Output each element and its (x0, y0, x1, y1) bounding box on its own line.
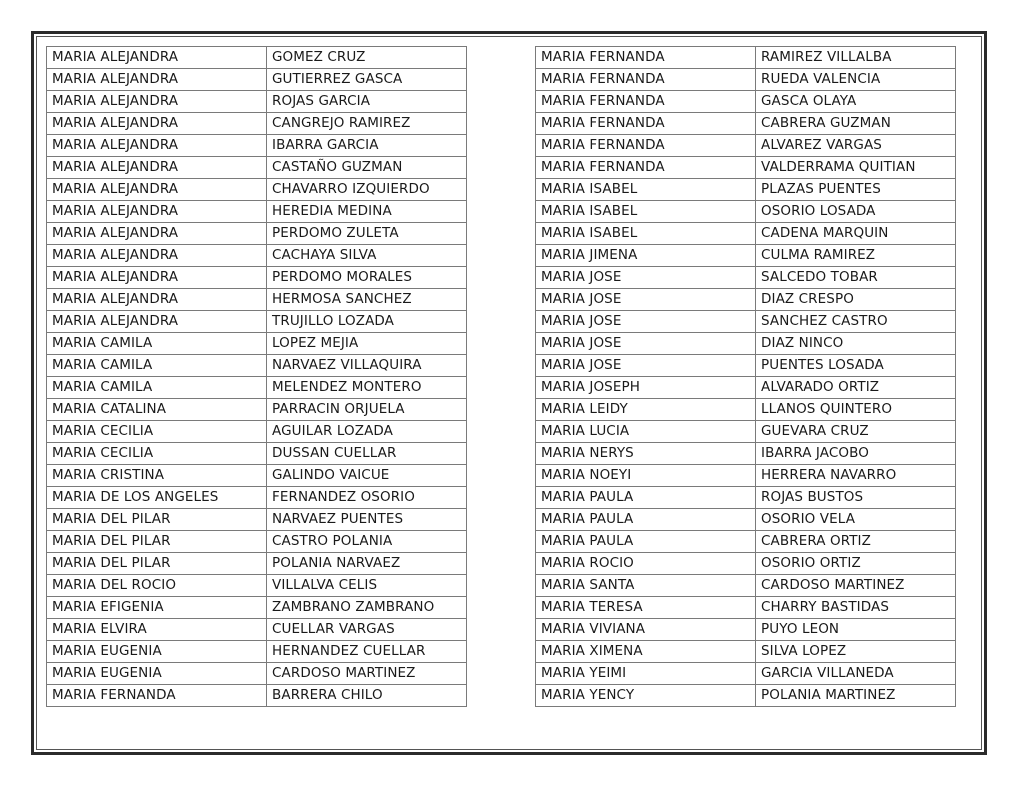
last-name-cell: CHAVARRO IZQUIERDO (267, 179, 467, 201)
first-name-cell: MARIA DEL PILAR (47, 509, 267, 531)
first-name-cell: MARIA JOSEPH (536, 377, 756, 399)
first-name-cell: MARIA CRISTINA (47, 465, 267, 487)
table-row (47, 597, 467, 619)
last-name-cell: PUYO LEON (756, 619, 956, 641)
first-name-cell: MARIA JOSE (536, 311, 756, 333)
last-name-cell: GALINDO VAICUE (267, 465, 467, 487)
last-name-cell: SALCEDO TOBAR (756, 267, 956, 289)
last-name-cell: PLAZAS PUENTES (756, 179, 956, 201)
left-name-table (46, 46, 467, 707)
first-name-cell: MARIA JOSE (536, 355, 756, 377)
first-name-cell: MARIA ALEJANDRA (47, 223, 267, 245)
first-name-cell: MARIA XIMENA (536, 641, 756, 663)
table-row (536, 663, 956, 685)
first-name-cell: MARIA ALEJANDRA (47, 201, 267, 223)
table-row (536, 267, 956, 289)
last-name-cell: CULMA RAMIREZ (756, 245, 956, 267)
last-name-cell: ZAMBRANO ZAMBRANO (267, 597, 467, 619)
first-name-cell: MARIA JIMENA (536, 245, 756, 267)
last-name-cell: PERDOMO ZULETA (267, 223, 467, 245)
table-row (47, 399, 467, 421)
last-name-cell: RAMIREZ VILLALBA (756, 47, 956, 69)
table-row (536, 157, 956, 179)
first-name-cell: MARIA LUCIA (536, 421, 756, 443)
right-name-table (535, 46, 956, 707)
last-name-cell: AGUILAR LOZADA (267, 421, 467, 443)
last-name-cell: CASTAÑO GUZMAN (267, 157, 467, 179)
first-name-cell: MARIA ALEJANDRA (47, 113, 267, 135)
last-name-cell: CUELLAR VARGAS (267, 619, 467, 641)
table-row (47, 377, 467, 399)
first-name-cell: MARIA ELVIRA (47, 619, 267, 641)
last-name-cell: POLANIA NARVAEZ (267, 553, 467, 575)
first-name-cell: MARIA YENCY (536, 685, 756, 707)
table-row (47, 553, 467, 575)
first-name-cell: MARIA PAULA (536, 487, 756, 509)
table-row (47, 685, 467, 707)
last-name-cell: HERMOSA SANCHEZ (267, 289, 467, 311)
last-name-cell: DIAZ NINCO (756, 333, 956, 355)
table-row (536, 377, 956, 399)
first-name-cell: MARIA JOSE (536, 289, 756, 311)
last-name-cell: CABRERA ORTIZ (756, 531, 956, 553)
last-name-cell: VALDERRAMA QUITIAN (756, 157, 956, 179)
last-name-cell: CADENA MARQUIN (756, 223, 956, 245)
last-name-cell: CHARRY BASTIDAS (756, 597, 956, 619)
table-row (47, 663, 467, 685)
table-row (536, 201, 956, 223)
first-name-cell: MARIA VIVIANA (536, 619, 756, 641)
first-name-cell: MARIA ALEJANDRA (47, 289, 267, 311)
table-row (536, 223, 956, 245)
last-name-cell: CARDOSO MARTINEZ (756, 575, 956, 597)
table-row (536, 91, 956, 113)
first-name-cell: MARIA LEIDY (536, 399, 756, 421)
first-name-cell: MARIA ALEJANDRA (47, 157, 267, 179)
first-name-cell: MARIA FERNANDA (536, 113, 756, 135)
table-row (47, 619, 467, 641)
table-row (536, 685, 956, 707)
first-name-cell: MARIA ALEJANDRA (47, 179, 267, 201)
table-row (536, 355, 956, 377)
first-name-cell: MARIA SANTA (536, 575, 756, 597)
first-name-cell: MARIA EFIGENIA (47, 597, 267, 619)
first-name-cell: MARIA FERNANDA (47, 685, 267, 707)
left-name-table-body (47, 47, 467, 707)
table-row (47, 575, 467, 597)
last-name-cell: GUTIERREZ GASCA (267, 69, 467, 91)
last-name-cell: DUSSAN CUELLAR (267, 443, 467, 465)
first-name-cell: MARIA ROCIO (536, 553, 756, 575)
last-name-cell: PERDOMO MORALES (267, 267, 467, 289)
table-row (536, 69, 956, 91)
first-name-cell: MARIA FERNANDA (536, 135, 756, 157)
table-row (47, 289, 467, 311)
table-row (47, 641, 467, 663)
table-row (47, 509, 467, 531)
last-name-cell: VILLALVA CELIS (267, 575, 467, 597)
last-name-cell: OSORIO VELA (756, 509, 956, 531)
table-row (536, 509, 956, 531)
last-name-cell: SANCHEZ CASTRO (756, 311, 956, 333)
last-name-cell: HERRERA NAVARRO (756, 465, 956, 487)
table-row (47, 69, 467, 91)
last-name-cell: NARVAEZ VILLAQUIRA (267, 355, 467, 377)
table-row (47, 465, 467, 487)
last-name-cell: ROJAS BUSTOS (756, 487, 956, 509)
last-name-cell: IBARRA GARCIA (267, 135, 467, 157)
table-row (47, 179, 467, 201)
first-name-cell: MARIA EUGENIA (47, 663, 267, 685)
last-name-cell: TRUJILLO LOZADA (267, 311, 467, 333)
last-name-cell: ROJAS GARCIA (267, 91, 467, 113)
table-row (536, 135, 956, 157)
last-name-cell: PUENTES LOSADA (756, 355, 956, 377)
table-row (536, 443, 956, 465)
first-name-cell: MARIA CAMILA (47, 333, 267, 355)
last-name-cell: GOMEZ CRUZ (267, 47, 467, 69)
table-row (47, 443, 467, 465)
table-row (47, 311, 467, 333)
last-name-cell: NARVAEZ PUENTES (267, 509, 467, 531)
table-row (47, 135, 467, 157)
last-name-cell: HEREDIA MEDINA (267, 201, 467, 223)
last-name-cell: OSORIO ORTIZ (756, 553, 956, 575)
table-row (536, 531, 956, 553)
table-row (536, 113, 956, 135)
first-name-cell: MARIA DEL ROCIO (47, 575, 267, 597)
first-name-cell: MARIA DE LOS ANGELES (47, 487, 267, 509)
first-name-cell: MARIA ISABEL (536, 223, 756, 245)
last-name-cell: GASCA OLAYA (756, 91, 956, 113)
first-name-cell: MARIA CECILIA (47, 443, 267, 465)
table-row (47, 267, 467, 289)
last-name-cell: CARDOSO MARTINEZ (267, 663, 467, 685)
table-row (536, 333, 956, 355)
table-row (47, 355, 467, 377)
first-name-cell: MARIA ALEJANDRA (47, 311, 267, 333)
first-name-cell: MARIA YEIMI (536, 663, 756, 685)
table-row (536, 575, 956, 597)
last-name-cell: POLANIA MARTINEZ (756, 685, 956, 707)
last-name-cell: LOPEZ MEJIA (267, 333, 467, 355)
last-name-cell: OSORIO LOSADA (756, 201, 956, 223)
last-name-cell: FERNANDEZ OSORIO (267, 487, 467, 509)
first-name-cell: MARIA ALEJANDRA (47, 267, 267, 289)
first-name-cell: MARIA NOEYI (536, 465, 756, 487)
first-name-cell: MARIA FERNANDA (536, 47, 756, 69)
last-name-cell: PARRACIN ORJUELA (267, 399, 467, 421)
table-row (536, 47, 956, 69)
table-row (47, 201, 467, 223)
table-row (536, 311, 956, 333)
table-row (47, 157, 467, 179)
first-name-cell: MARIA ALEJANDRA (47, 245, 267, 267)
last-name-cell: ALVARADO ORTIZ (756, 377, 956, 399)
first-name-cell: MARIA ALEJANDRA (47, 69, 267, 91)
table-row (47, 47, 467, 69)
last-name-cell: IBARRA JACOBO (756, 443, 956, 465)
last-name-cell: RUEDA VALENCIA (756, 69, 956, 91)
table-row (47, 91, 467, 113)
table-row (536, 399, 956, 421)
last-name-cell: CANGREJO RAMIREZ (267, 113, 467, 135)
table-row (47, 333, 467, 355)
first-name-cell: MARIA DEL PILAR (47, 553, 267, 575)
table-row (536, 641, 956, 663)
last-name-cell: MELENDEZ MONTERO (267, 377, 467, 399)
table-row (47, 113, 467, 135)
table-row (536, 553, 956, 575)
first-name-cell: MARIA ALEJANDRA (47, 135, 267, 157)
table-row (536, 619, 956, 641)
first-name-cell: MARIA JOSE (536, 333, 756, 355)
table-row (536, 245, 956, 267)
last-name-cell: HERNANDEZ CUELLAR (267, 641, 467, 663)
first-name-cell: MARIA TERESA (536, 597, 756, 619)
first-name-cell: MARIA ALEJANDRA (47, 91, 267, 113)
table-row (47, 487, 467, 509)
last-name-cell: GARCIA VILLANEDA (756, 663, 956, 685)
last-name-cell: CACHAYA SILVA (267, 245, 467, 267)
first-name-cell: MARIA CAMILA (47, 377, 267, 399)
table-row (536, 487, 956, 509)
first-name-cell: MARIA CATALINA (47, 399, 267, 421)
table-row (47, 531, 467, 553)
last-name-cell: ALVAREZ VARGAS (756, 135, 956, 157)
first-name-cell: MARIA CAMILA (47, 355, 267, 377)
table-row (47, 223, 467, 245)
first-name-cell: MARIA ISABEL (536, 179, 756, 201)
last-name-cell: GUEVARA CRUZ (756, 421, 956, 443)
first-name-cell: MARIA ISABEL (536, 201, 756, 223)
table-row (536, 597, 956, 619)
first-name-cell: MARIA CECILIA (47, 421, 267, 443)
first-name-cell: MARIA PAULA (536, 531, 756, 553)
last-name-cell: CABRERA GUZMAN (756, 113, 956, 135)
first-name-cell: MARIA EUGENIA (47, 641, 267, 663)
table-row (536, 289, 956, 311)
first-name-cell: MARIA FERNANDA (536, 69, 756, 91)
table-row (47, 245, 467, 267)
first-name-cell: MARIA FERNANDA (536, 157, 756, 179)
first-name-cell: MARIA FERNANDA (536, 91, 756, 113)
last-name-cell: SILVA LOPEZ (756, 641, 956, 663)
first-name-cell: MARIA JOSE (536, 267, 756, 289)
right-name-table-body (536, 47, 956, 707)
first-name-cell: MARIA PAULA (536, 509, 756, 531)
first-name-cell: MARIA NERYS (536, 443, 756, 465)
table-row (536, 465, 956, 487)
last-name-cell: LLANOS QUINTERO (756, 399, 956, 421)
table-row (47, 421, 467, 443)
first-name-cell: MARIA DEL PILAR (47, 531, 267, 553)
table-row (536, 421, 956, 443)
last-name-cell: DIAZ CRESPO (756, 289, 956, 311)
table-row (536, 179, 956, 201)
last-name-cell: CASTRO POLANIA (267, 531, 467, 553)
last-name-cell: BARRERA CHILO (267, 685, 467, 707)
first-name-cell: MARIA ALEJANDRA (47, 47, 267, 69)
